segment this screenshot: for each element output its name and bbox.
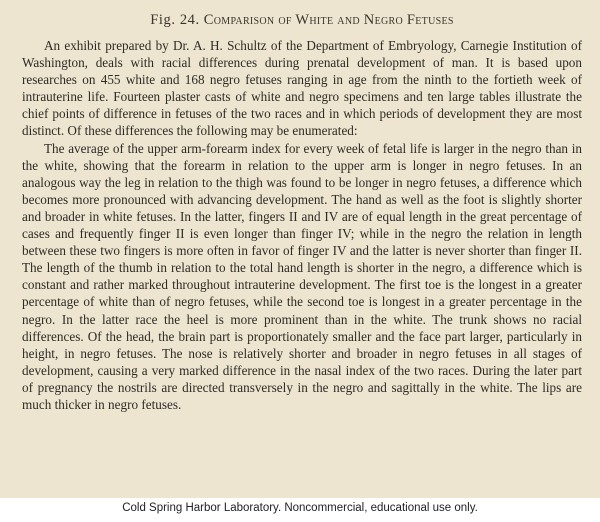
copyright-footer: Cold Spring Harbor Laboratory. Noncommercial, educational use only. <box>122 502 478 514</box>
figure-title <box>22 12 582 29</box>
figure-number: Fig. 24. <box>150 12 200 28</box>
figure-caption: Comparison of White and Negro Fetuses <box>203 12 454 28</box>
paragraph-intro: An exhibit prepared by Dr. A. H. Schultz of the Department of Embryology, Carnegie Institution of Washington, deals with racial differences during prenatal development of man. It is based upon researches on 455 white and 168 negro fetuses ranging in age from the ninth to the fortieth week of intrauterine life. Fourteen plaster casts of white and negro specimens and ten large tables illustrate the chief points of difference in fetuses of the two races and in which periods of development they are most distinct. Of these differences the following may be enumerated: <box>22 38 582 139</box>
paragraph-differences: The average of the upper arm-forearm index for every week of fetal life is larger in the negro than in the white, showing that the forearm in relation to the upper arm is longer in negro fetuses. In an analogous way the leg in relation to the thigh was found to be longer in negro fetuses, a difference which becomes more pronounced with advancing development. The hand as well as the foot is slightly shorter and broader in white fetuses. In the latter, fingers II and IV are of equal length in the great percentage of cases and frequently finger II is even longer than finger IV; while in the negro the relation in length between these two fingers is more often in favor of finger IV and the latter is never shorter than finger II. The length of the thumb in relation to the total hand length is shorter in the negro, a difference which is constant and rather marked throughout intrauterine development. The first toe is the longest in a greater percentage of white than of negro fetuses, while the second toe is longest in a greater percentage in the negro. In the latter race the heel is more prominent than in the white. The trunk shows no racial differences. Of the head, the brain part is proportionately smaller and the face part larger, particularly in height, in negro fetuses. The nose is relatively shorter and broader in negro fetuses in all stages of development, causing a very marked difference in the nasal index of the two races. During the later part of pregnancy the nostrils are directed transversely in the negro and sagittally in the white. The lips are much thicker in negro fetuses. <box>22 140 582 412</box>
